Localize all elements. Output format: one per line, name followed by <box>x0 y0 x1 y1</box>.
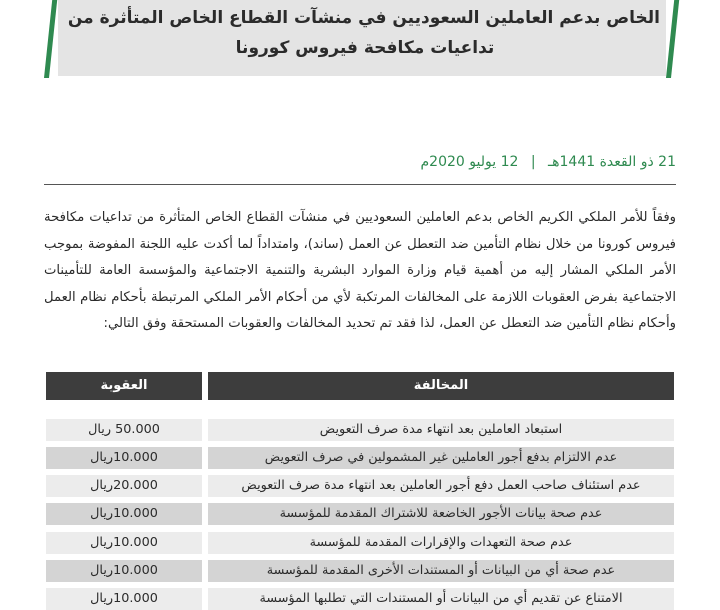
row-6-violation: عدم صحة أي من البيانات أو المستندات الأخرى المقدمة للمؤسسة <box>208 560 674 582</box>
row-5-penalty: 10.000ريال <box>46 532 202 554</box>
page-title-line-2: تداعيات مكافحة فيروس كورونا <box>235 38 495 58</box>
page-title-line-1: الخاص بدعم العاملين السعوديين في منشآت القطاع الخاص المتأثرة من <box>67 8 660 28</box>
row-7-penalty: 10.000ريال <box>46 588 202 610</box>
row-2-violation: عدم الالتزام بدفع أجور العاملين غير المشمولين في صرف التعويض <box>208 447 674 469</box>
hijri-date: 21 ذو القعدة 1441هـ <box>548 154 676 170</box>
header-violation: المخالفة <box>208 372 674 400</box>
row-6-penalty: 10.000ريال <box>46 560 202 582</box>
divider <box>44 184 676 185</box>
row-4-penalty: 10.000ريال <box>46 503 202 525</box>
row-1-violation: استبعاد العاملين بعد انتهاء مدة صرف التعويض <box>208 419 674 441</box>
row-3-violation: عدم استئناف صاحب العمل دفع أجور العاملين بعد انتهاء مدة صرف التعويض <box>208 475 674 497</box>
title-accent-right <box>666 0 680 78</box>
header-penalty: العقوبة <box>46 372 202 400</box>
row-3-penalty: 20.000ريال <box>46 475 202 497</box>
gregorian-date: 12 يوليو 2020م <box>420 154 519 170</box>
publication-date <box>420 154 676 170</box>
date-separator: | <box>530 154 536 170</box>
row-7-violation: الامتناع عن تقديم أي من البيانات أو المستندات التي تطلبها المؤسسة <box>208 588 674 610</box>
body-paragraph: وفقاً للأمر الملكي الكريم الخاص بدعم العاملين السعوديين في منشآت القطاع الخاص المتأثرة من تداعيات مكافحة فيروس كورونا من خلال نظام التأمين ضد التعطل عن العمل (ساند)، وامتداداً لما أكدت عليه اللجنة المفوضة بموجب الأمر الملكي المشار إليه من أهمية قيام وزارة الموارد البشرية والتنمية الاجتماعية والمؤسسة العامة للتأمينات الاجتماعية بفرض العقوبات اللازمة على المخالفات المرتكبة لأي من أحكام الأمر الملكي المرتبطة بأحكام نظام العمل وأحكام نظام التأمين ضد التعطل عن العمل، لذا فقد تم تحديد المخالفات والعقوبات المستحقة وفق التالي: <box>44 210 676 331</box>
row-2-penalty: 10.000ريال <box>46 447 202 469</box>
row-4-violation: عدم صحة بيانات الأجور الخاضعة للاشتراك المقدمة للمؤسسة <box>208 503 674 525</box>
title-accent-left <box>44 0 58 78</box>
row-5-violation: عدم صحة التعهدات والإقرارات المقدمة للمؤسسة <box>208 532 674 554</box>
row-1-penalty: 50.000 ريال <box>46 419 202 441</box>
